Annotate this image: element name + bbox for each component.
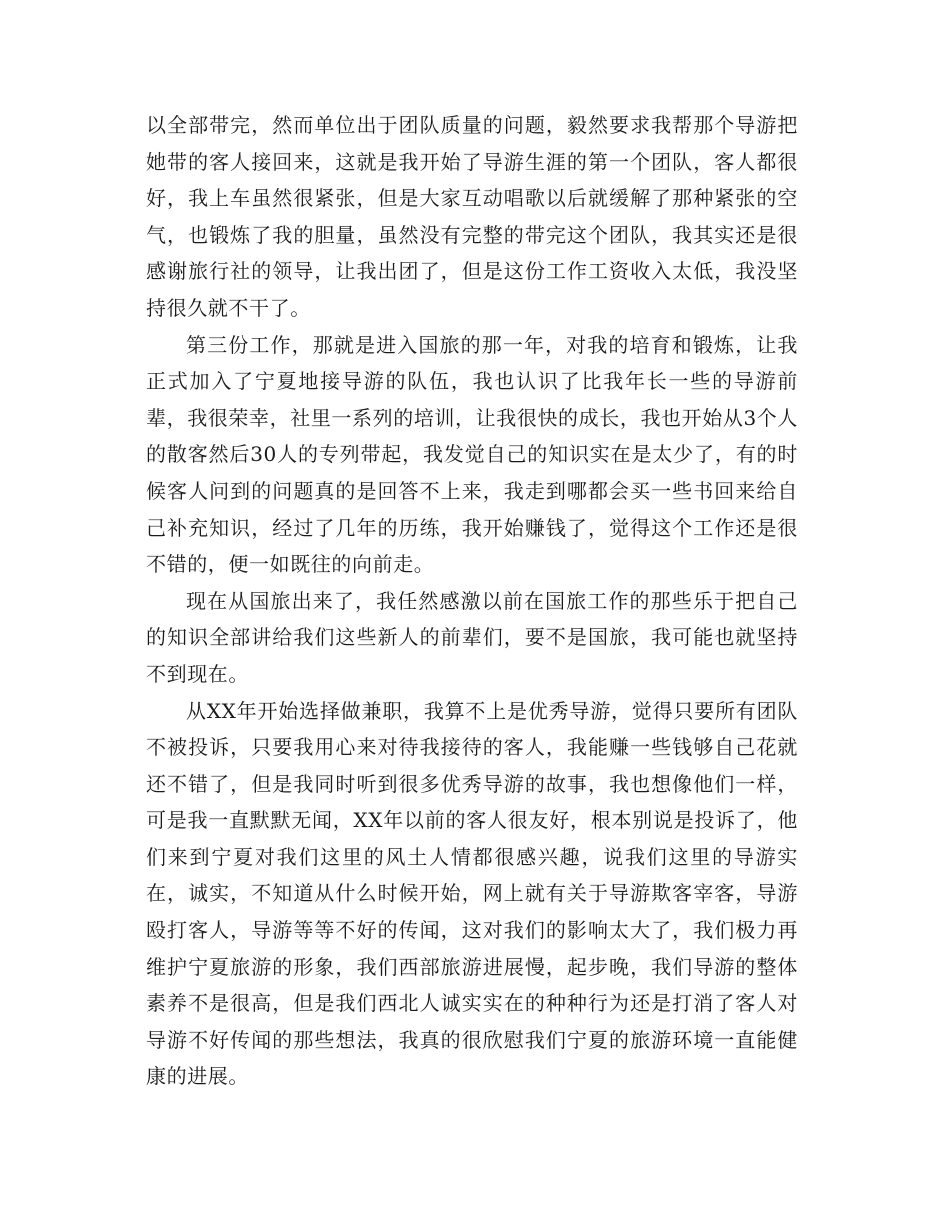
paragraph-1: 以全部带完，然而单位出于团队质量的问题，毅然要求我帮那个导游把她带的客人接回来，这就是我开始了导游生涯的第一个团队，客人都很好，我上车虽然很紧张，但是大家互动唱歌以后就缓解了那种紧张的空气，也锻炼了我的胆量，虽然没有完整的带完这个团队，我其实还是很感谢旅行社的领导，让我出团了，但是这份工作工资收入太低，我没坚持很久就不干了。 — [146, 113, 798, 320]
paragraph-3: 现在从国旅出来了，我任然感激以前在国旅工作的那些乐于把自己的知识全部讲给我们这些新人的前辈们，要不是国旅，我可能也就坚持不到现在。 — [146, 588, 798, 686]
paragraph-4: 从XX年开始选择做兼职，我算不上是优秀导游，觉得只要所有团队不被投诉，只要我用心来对待我接待的客人，我能赚一些钱够自己花就还不错了，但是我同时听到很多优秀导游的故事，我也想像他们一样，可是我一直默默无闻，XX年以前的客人很友好，根本别说是投诉了，他们来到宁夏对我们这里的风土人情都很感兴趣，说我们这里的导游实在，诚实，不知道从什么时候开始，网上就有关于导游欺客宰客，导游殴打客人，导游等等不好的传闻，这对我们的影响太大了，我们极力再维护宁夏旅游的形象，我们西部旅游进展慢，起步晚，我们导游的整体素养不是很高，但是我们西北人诚实实在的种种行为还是打消了客人对导游不好传闻的那些想法，我真的很欣慰我们宁夏的旅游环境一直能健康的进展。 — [146, 698, 798, 1089]
document-body — [146, 107, 798, 1095]
paragraph-2: 第三份工作，那就是进入国旅的那一年，对我的培育和锻炼，让我正式加入了宁夏地接导游的队伍，我也认识了比我年长一些的导游前辈，我很荣幸，社里一系列的培训，让我很快的成长，我也开始从3个人的散客然后30人的专列带起，我发觉自己的知识实在是太少了，有的时候客人问到的问题真的是回答不上来，我走到哪都会买一些书回来给自己补充知识，经过了几年的历练，我开始赚钱了，觉得这个工作还是很不错的，便一如既往的向前走。 — [146, 332, 798, 577]
